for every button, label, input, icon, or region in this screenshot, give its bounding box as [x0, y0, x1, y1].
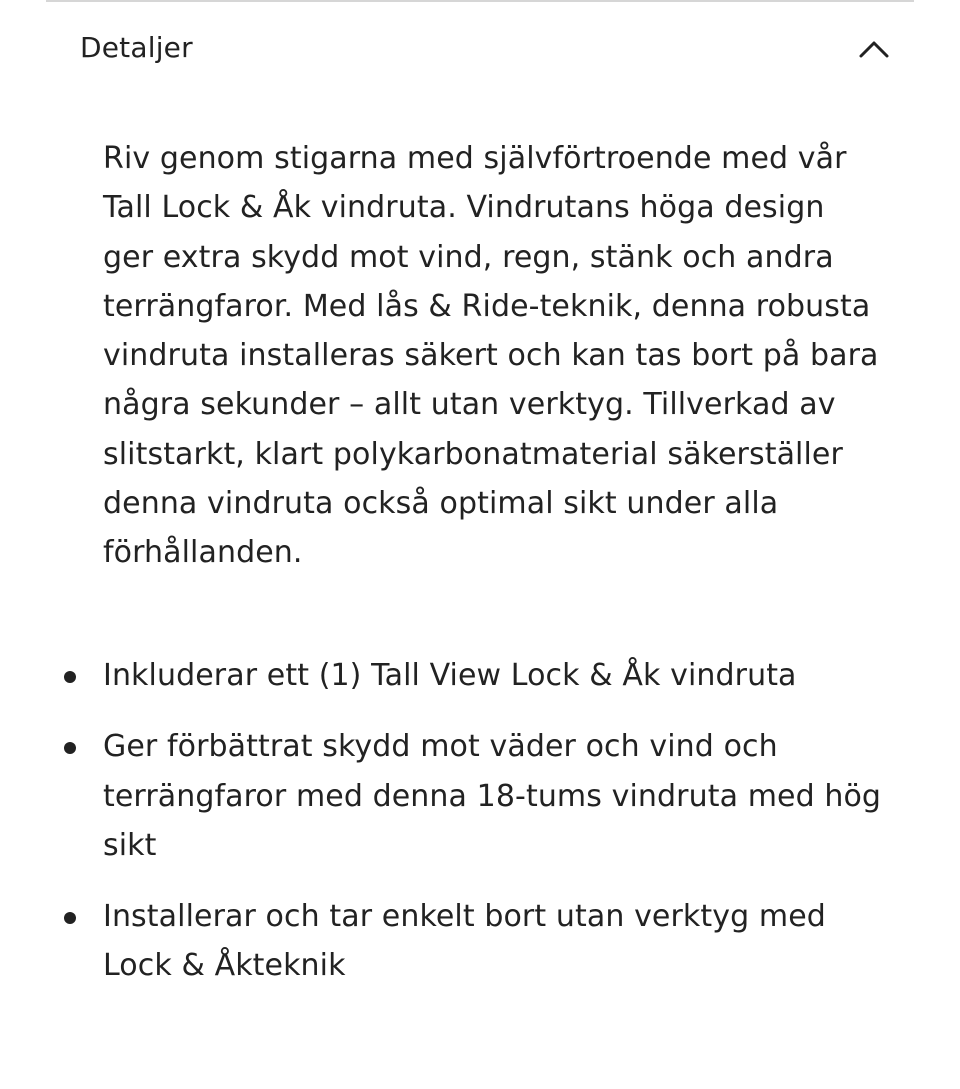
feature-text: Ger förbättrat skydd mot väder och vind och terrängfaror med denna 18-tums vindruta med hög sikt — [103, 729, 882, 863]
accordion-title: Detaljer — [80, 31, 193, 64]
list-item — [0, 892, 883, 991]
bullet-icon — [64, 671, 76, 683]
list-item — [0, 651, 883, 700]
feature-text: Inkluderar ett (1) Tall View Lock & Åk vindruta — [103, 658, 797, 693]
product-description: Riv genom stigarna med självförtroende med vår Tall Lock & Åk vindruta. Vindrutans höga design ger extra skydd mot vind, regn, stänk och andra terrängfaror. Med lås & Ride-teknik, denna robusta vindruta installeras säkert och kan tas bort på bara några sekunder – allt utan verktyg. Tillverkad av slitstarkt, klart polykarbonatmaterial säkerställer denna vindruta också optimal sikt under alla förhållanden. — [103, 141, 879, 571]
chevron-up-icon[interactable] — [858, 32, 890, 64]
list-item — [0, 722, 883, 870]
feature-list — [0, 651, 960, 1013]
bullet-icon — [64, 742, 76, 754]
accordion-header[interactable] — [46, 2, 914, 98]
feature-text: Installerar och tar enkelt bort utan verktyg med Lock & Åkteknik — [103, 899, 826, 984]
bullet-icon — [64, 912, 76, 924]
